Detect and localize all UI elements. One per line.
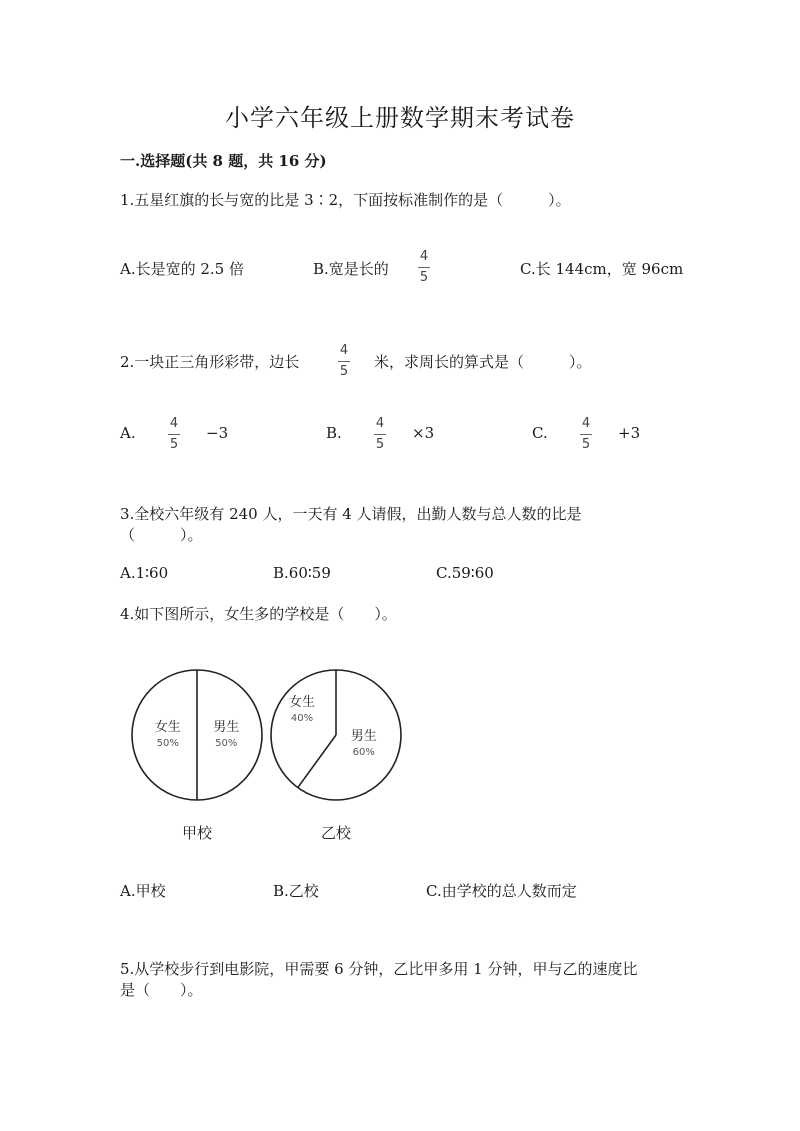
fraction-numerator: 4 [169,416,179,431]
fraction-numerator: 4 [339,343,349,358]
question-2-option-a-operator: −3 [206,424,229,442]
fraction-numerator: 4 [375,416,385,431]
pie-slice-label: 男生 [213,720,240,735]
question-2-option-c-label: C. [532,424,548,442]
fraction-numerator: 4 [419,249,429,264]
pie-chart-jia [132,670,262,840]
question-1-option-a: A.长是宽的 2.5 倍 [120,260,244,278]
question-3-stem-line-1: 3.全校六年级有 240 人，一天有 4 人请假，出勤人数与总人数的比是 [120,505,582,523]
question-3-option-c: C.59∶60 [436,564,494,582]
question-2-stem-start: 2.一块正三角形彩带，边长 [120,353,300,371]
fraction-bar [374,434,386,435]
question-1-option-b: B.宽是长的 [313,260,389,278]
fraction-denominator: 5 [419,270,429,285]
fraction-denominator: 5 [339,364,349,379]
fraction-bar [338,361,350,362]
question-4-stem: 4.如下图所示，女生多的学校是（ ）。 [120,605,397,623]
pie-charts-figure [120,650,420,840]
question-1-option-c: C.长 144cm，宽 96cm [520,260,684,278]
question-2-option-a-label: A. [120,424,136,442]
fraction-bar [418,267,430,268]
question-2-option-c-operator: +3 [618,424,641,442]
question-1-stem: 1.五星红旗的长与宽的比是 3∶2，下面按标准制作的是（ ）。 [120,191,571,209]
fraction-denominator: 5 [169,437,179,452]
fraction-numerator: 4 [581,416,591,431]
fraction-bar [168,434,180,435]
pie-chart-yi [271,670,401,840]
question-2-side-fraction [338,344,350,378]
question-4-option-b: B.乙校 [273,882,319,900]
pie-slice-label: 女生 [154,720,181,735]
question-2-option-a-fraction [168,417,180,451]
fraction-bar [580,434,592,435]
pie-chart-title: 甲校 [181,824,213,840]
pie-chart-title: 乙校 [320,824,352,840]
question-3-option-b: B.60∶59 [273,564,331,582]
question-4-option-c: C.由学校的总人数而定 [426,882,577,900]
question-5-stem-line-1: 5.从学校步行到电影院，甲需要 6 分钟，乙比甲多用 1 分钟，甲与乙的速度比 [120,960,638,978]
fraction-denominator: 5 [375,437,385,452]
fraction-denominator: 5 [581,437,591,452]
question-1-option-b-fraction [418,250,430,284]
pie-slice-label: 男生 [350,729,377,744]
question-3-stem-line-2: （ ）。 [120,526,203,544]
section-header: 一.选择题(共 8 题，共 16 分) [120,152,327,170]
question-2-option-c-fraction [580,417,592,451]
pie-slice-value: 50% [215,738,238,749]
question-4-option-a: A.甲校 [120,882,166,900]
question-2-stem-end: 米，求周长的算式是（ ）。 [374,353,592,371]
pie-slice-label: 女生 [288,695,316,710]
pie-slice-value: 50% [156,738,179,749]
page-title: 小学六年级上册数学期末考试卷 [225,104,575,132]
question-2-option-b-label: B. [326,424,342,442]
question-3-option-a: A.1∶60 [120,564,169,582]
question-2-option-b-operator: ×3 [412,424,435,442]
pie-slice-divider [298,735,336,788]
pie-slice-value: 60% [352,747,375,758]
pie-slice-value: 40% [290,713,314,724]
question-2-option-b-fraction [374,417,386,451]
question-5-stem-line-2: 是（ ）。 [120,981,203,999]
